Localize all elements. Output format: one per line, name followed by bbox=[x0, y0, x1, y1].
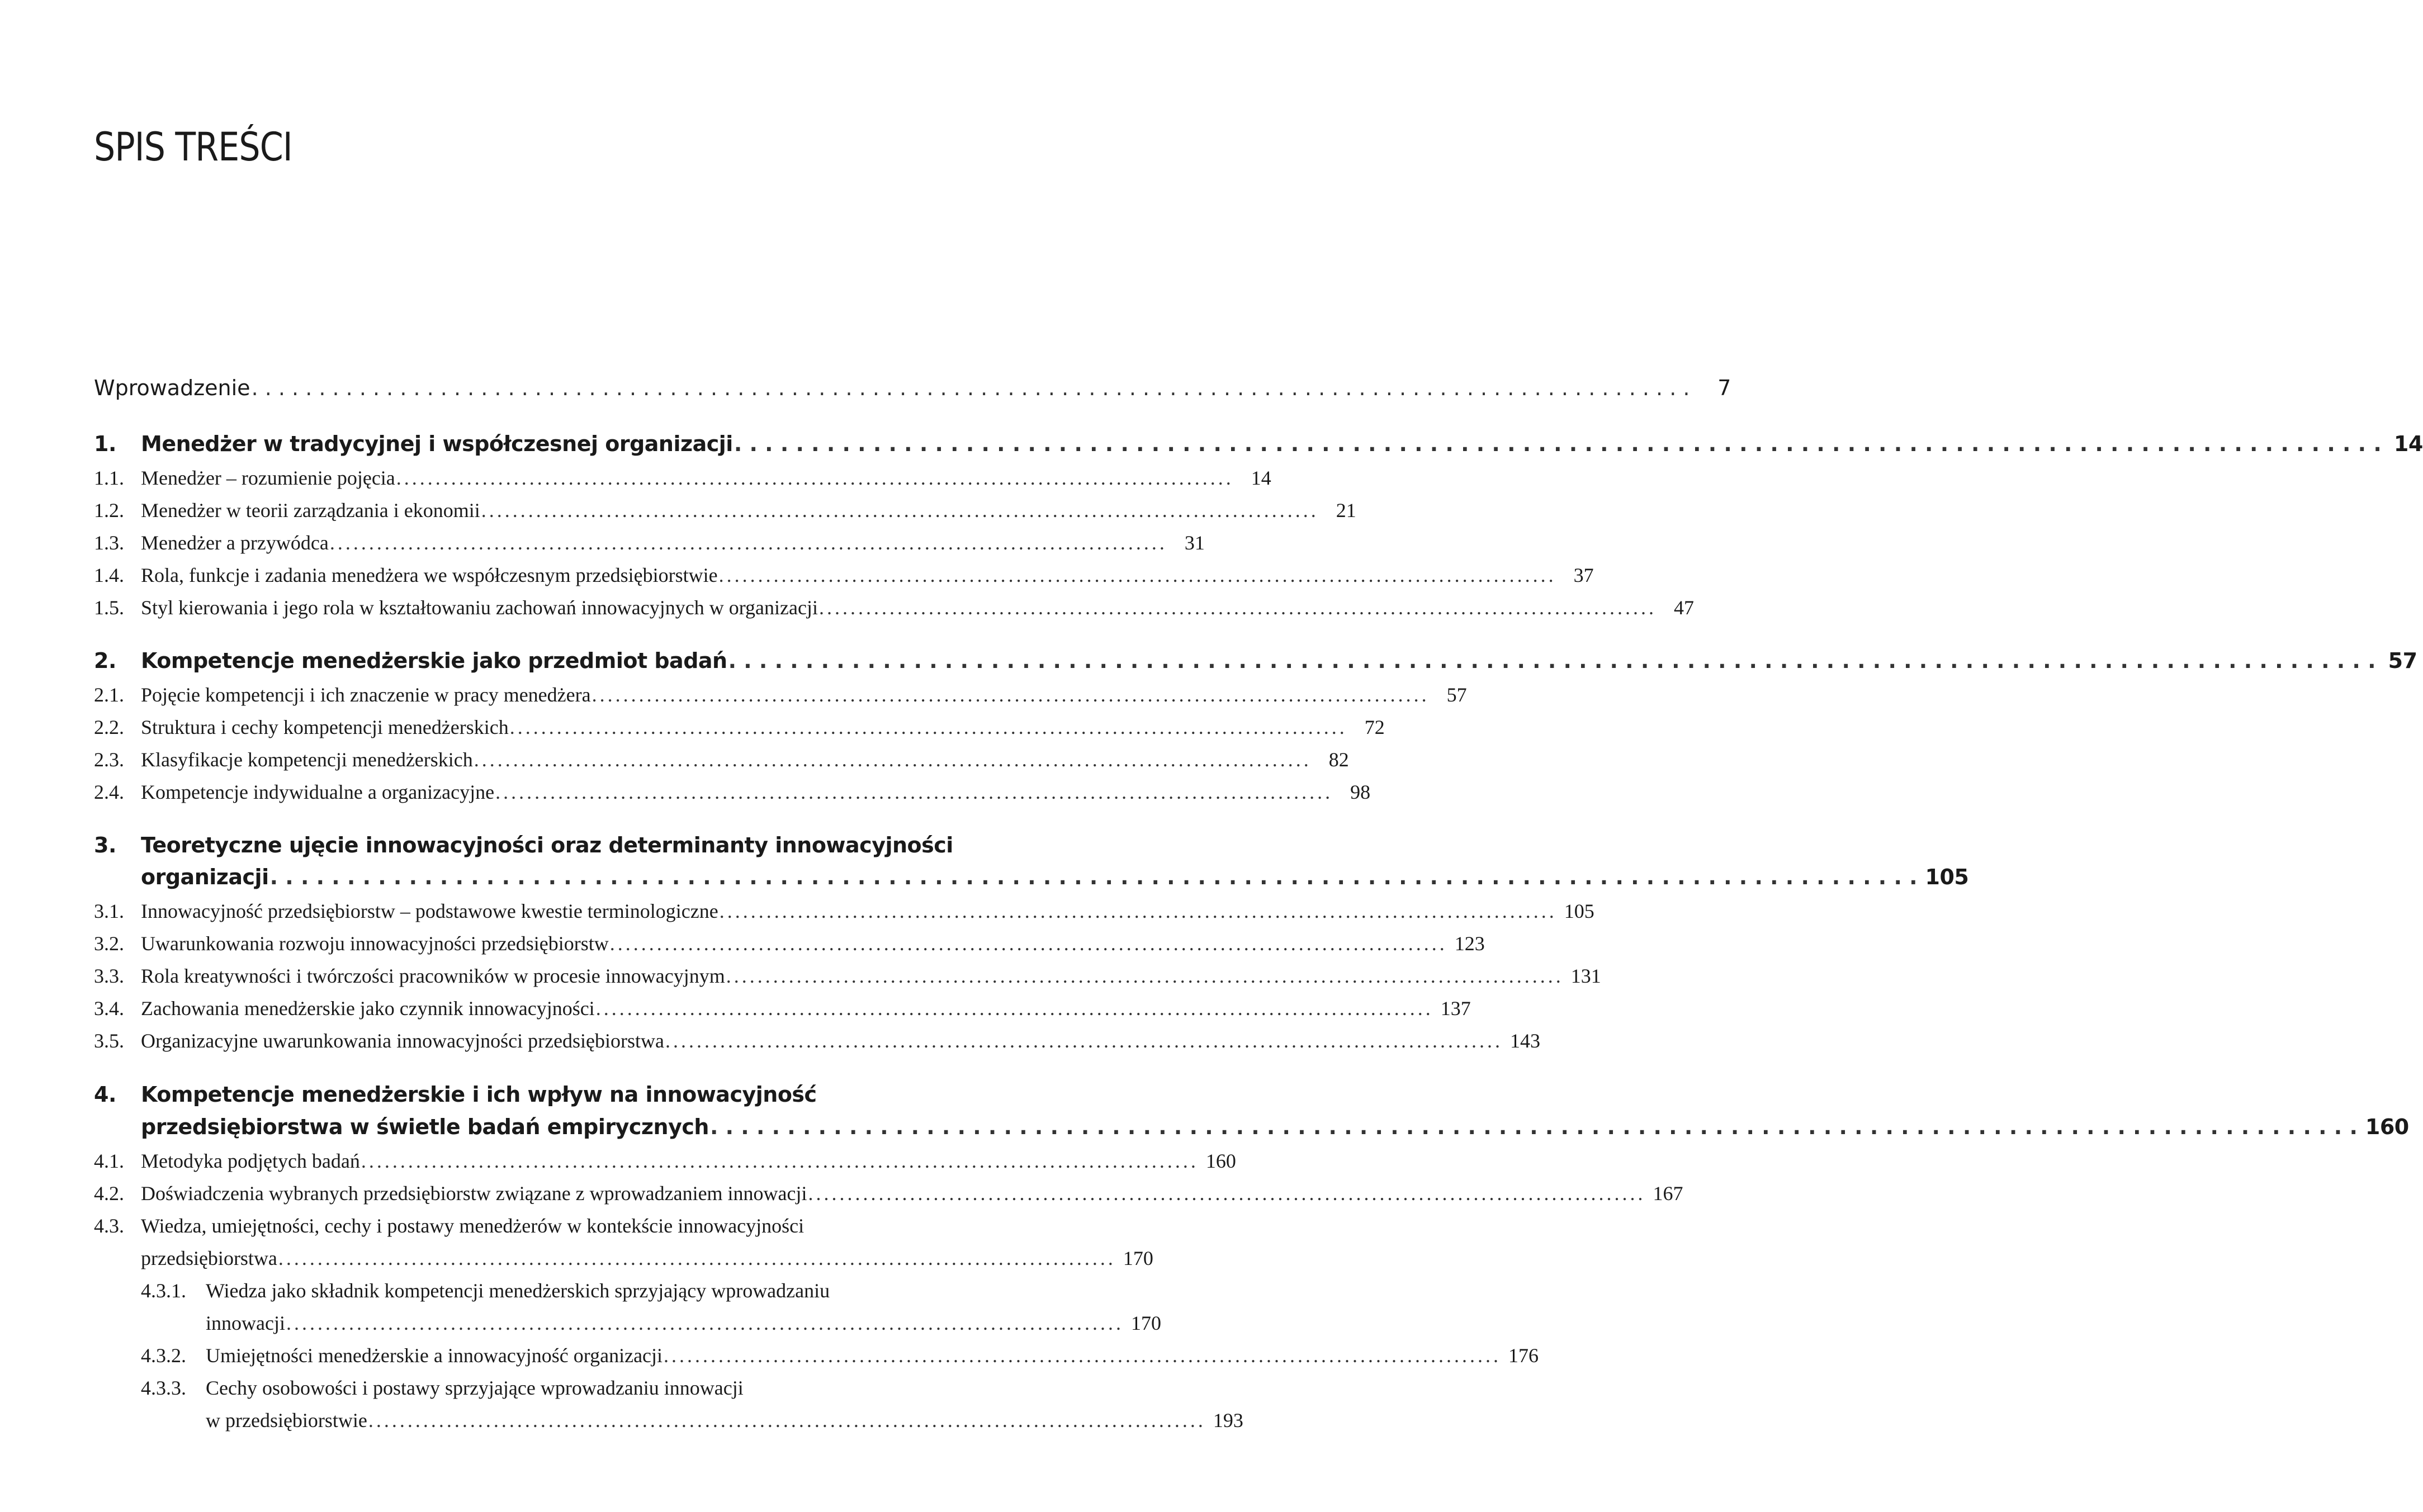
dot-leader bbox=[665, 1029, 1499, 1053]
toc-page-number: 98 bbox=[1350, 781, 1371, 803]
toc-section-4-1[interactable] bbox=[94, 1149, 1236, 1173]
toc-section-3-3[interactable] bbox=[94, 964, 1601, 988]
toc-entry-title: w przedsiębiorstwie bbox=[206, 1409, 367, 1432]
toc-entry-title: przedsiębiorstwa bbox=[141, 1247, 277, 1269]
toc-chapter-4[interactable] bbox=[141, 1115, 2409, 1139]
toc-section-1-2[interactable] bbox=[94, 499, 1356, 522]
toc-page-number: 21 bbox=[1336, 499, 1356, 522]
toc-entry-title: Wprowadzenie bbox=[94, 376, 250, 400]
dot-leader bbox=[664, 1344, 1497, 1367]
dot-leader bbox=[819, 596, 1653, 619]
toc-entry-title: Wiedza, umiejętności, cechy i postawy menedżerów w kontekście innowacyjności bbox=[141, 1215, 804, 1237]
dot-leader bbox=[361, 1149, 1195, 1173]
toc-entry-title: innowacji bbox=[206, 1312, 285, 1334]
toc-entry-title: Uwarunkowania rozwoju innowacyjności przedsiębiorstw bbox=[141, 932, 609, 955]
toc-section-1-1[interactable] bbox=[94, 466, 1271, 490]
toc-page-number: 31 bbox=[1184, 532, 1205, 554]
toc-section-1-4[interactable] bbox=[94, 563, 1594, 587]
toc-page-number: 193 bbox=[1213, 1409, 1243, 1432]
dot-leader bbox=[368, 1409, 1202, 1432]
toc-section-2-2[interactable] bbox=[94, 715, 1385, 739]
dot-leader bbox=[286, 1311, 1120, 1335]
dot-leader bbox=[596, 997, 1430, 1020]
toc-entry-title: Menedżer w teorii zarządzania i ekonomii bbox=[141, 499, 480, 522]
dot-leader bbox=[278, 1246, 1112, 1270]
toc-entry-title: Rola, funkcje i zadania menedżera we współczesnym przedsiębiorstwie bbox=[141, 564, 718, 586]
toc-entry-title: Organizacyjne uwarunkowania innowacyjności przedsiębiorstwa bbox=[141, 1030, 665, 1052]
toc-number: 3.5. bbox=[94, 1030, 124, 1052]
toc-number: 2.1. bbox=[94, 684, 124, 706]
toc-section-3-5[interactable] bbox=[94, 1029, 1541, 1053]
toc-section-4-3-3-line1[interactable] bbox=[141, 1376, 744, 1400]
toc-entry-title: przedsiębiorstwa w świetle badań empirycznych bbox=[141, 1115, 709, 1139]
toc-page-number: 14 bbox=[1251, 467, 1271, 489]
toc-page-number: 160 bbox=[2365, 1115, 2409, 1139]
toc-entry-title: Kompetencje menedżerskie i ich wpływ na innowacyjność bbox=[141, 1082, 817, 1107]
toc-page-number: 57 bbox=[2388, 648, 2417, 673]
toc-number: 4.3.1. bbox=[141, 1279, 186, 1302]
toc-section-2-1[interactable] bbox=[94, 683, 1467, 707]
toc-entry-title: Wiedza jako składnik kompetencji menedżerskich sprzyjający wprowadzaniu bbox=[206, 1279, 830, 1302]
toc-entry-title: Menedżer – rozumienie pojęcia bbox=[141, 467, 395, 489]
dot-leader bbox=[710, 1115, 2358, 1139]
toc-entry-title: Menedżer a przywódca bbox=[141, 532, 329, 554]
toc-page-number: 170 bbox=[1130, 1312, 1161, 1334]
toc-entry-title: Metodyka podjętych badań bbox=[141, 1150, 360, 1172]
toc-page-number: 82 bbox=[1328, 748, 1349, 771]
toc-entry-title: Doświadczenia wybranych przedsiębiorstw związane z wprowadzaniem innowacji bbox=[141, 1182, 807, 1205]
toc-page-number: 47 bbox=[1673, 596, 1694, 619]
dot-leader bbox=[495, 780, 1329, 804]
toc-page-number: 131 bbox=[1570, 965, 1601, 987]
toc-page-number: 167 bbox=[1653, 1182, 1683, 1205]
toc-page-number: 72 bbox=[1364, 716, 1385, 738]
dot-leader bbox=[474, 748, 1308, 771]
toc-number: 1.5. bbox=[94, 596, 124, 619]
toc-number: 3.1. bbox=[94, 900, 124, 922]
toc-chapter-3[interactable] bbox=[141, 865, 1969, 889]
toc-entry-title: Pojęcie kompetencji i ich znaczenie w pracy menedżera bbox=[141, 684, 591, 706]
toc-entry-title: Struktura i cechy kompetencji menedżerskich bbox=[141, 716, 509, 738]
toc-section-4-2[interactable] bbox=[94, 1182, 1683, 1205]
toc-entry-title: Rola kreatywności i twórczości pracowników w procesie innowacyjnym bbox=[141, 965, 725, 987]
toc-number: 2.3. bbox=[94, 748, 124, 771]
toc-entry-title: Umiejętności menedżerskie a innowacyjność organizacji bbox=[206, 1344, 663, 1367]
toc-section-4-3-3[interactable] bbox=[206, 1409, 1243, 1432]
toc-section-1-3[interactable] bbox=[94, 531, 1205, 554]
toc-chapter-2[interactable] bbox=[94, 648, 2417, 673]
toc-section-1-5[interactable] bbox=[94, 596, 1694, 619]
toc-page-number: 37 bbox=[1573, 564, 1594, 586]
toc-entry-title: Innowacyjność przedsiębiorstw – podstawowe kwestie terminologiczne bbox=[141, 900, 718, 922]
toc-entry-title: Menedżer w tradycyjnej i współczesnej organizacji bbox=[141, 432, 733, 456]
toc-page-number: 160 bbox=[1205, 1150, 1236, 1172]
toc-section-3-2[interactable] bbox=[94, 932, 1485, 955]
toc-number: 4.3.3. bbox=[141, 1377, 186, 1399]
toc-page-number: 176 bbox=[1508, 1344, 1539, 1367]
toc-entry-title: Kompetencje menedżerskie jako przedmiot badań bbox=[141, 648, 727, 673]
toc-section-4-3-2[interactable] bbox=[141, 1344, 1539, 1367]
dot-leader bbox=[610, 932, 1444, 955]
toc-section-3-4[interactable] bbox=[94, 997, 1471, 1020]
toc-number: 3. bbox=[94, 833, 116, 857]
toc-number: 3.2. bbox=[94, 932, 124, 955]
toc-page-number: 7 bbox=[1717, 376, 1731, 400]
toc-entry-intro[interactable] bbox=[94, 376, 1731, 400]
toc-chapter-3-line1[interactable] bbox=[94, 833, 953, 857]
toc-section-2-4[interactable] bbox=[94, 780, 1371, 804]
toc-entry-title: Klasyfikacje kompetencji menedżerskich bbox=[141, 748, 473, 771]
toc-page-number: 14 bbox=[2393, 432, 2423, 456]
toc-page-number: 123 bbox=[1454, 932, 1485, 955]
dot-leader bbox=[396, 466, 1230, 490]
toc-chapter-1[interactable] bbox=[94, 432, 2423, 456]
toc-page-number: 105 bbox=[1925, 865, 1969, 889]
toc-section-4-3-line1[interactable] bbox=[94, 1214, 804, 1238]
toc-entry-title: Cechy osobowości i postawy sprzyjające wprowadzaniu innowacji bbox=[206, 1377, 744, 1399]
dot-leader bbox=[719, 563, 1553, 587]
dot-leader bbox=[734, 432, 2382, 456]
toc-section-3-1[interactable] bbox=[94, 899, 1594, 923]
toc-entry-title: Kompetencje indywidualne a organizacyjne bbox=[141, 781, 495, 803]
toc-section-4-3[interactable] bbox=[141, 1246, 1153, 1270]
toc-number: 4.3. bbox=[94, 1215, 124, 1237]
toc-page-number: 57 bbox=[1446, 684, 1467, 706]
toc-chapter-4-line1[interactable] bbox=[94, 1082, 817, 1107]
toc-entry-title: Teoretyczne ujęcie innowacyjności oraz determinanty innowacyjności bbox=[141, 833, 953, 857]
toc-number: 4.1. bbox=[94, 1150, 124, 1172]
toc-number: 1.2. bbox=[94, 499, 124, 522]
dot-leader bbox=[720, 899, 1553, 923]
toc-entry-title: Zachowania menedżerskie jako czynnik innowacyjności bbox=[141, 997, 595, 1020]
dot-leader bbox=[330, 531, 1163, 554]
toc-number: 2. bbox=[94, 648, 116, 673]
toc-number: 1.1. bbox=[94, 467, 124, 489]
dot-leader bbox=[592, 683, 1426, 707]
dot-leader bbox=[252, 376, 1690, 400]
toc-section-2-3[interactable] bbox=[94, 748, 1349, 771]
toc-page-number: 105 bbox=[1564, 900, 1594, 922]
page-title: SPIS TREŚCI bbox=[94, 124, 292, 170]
dot-leader bbox=[270, 865, 1918, 889]
toc-entry-title: organizacji bbox=[141, 865, 269, 889]
toc-section-4-3-1-line1[interactable] bbox=[141, 1279, 830, 1302]
toc-page-number: 170 bbox=[1123, 1247, 1153, 1269]
toc-entry-title: Styl kierowania i jego rola w kształtowaniu zachowań innowacyjnych w organizacji bbox=[141, 596, 818, 619]
toc-number: 1.4. bbox=[94, 564, 124, 586]
toc-section-4-3-1[interactable] bbox=[206, 1311, 1161, 1335]
toc-page-number: 143 bbox=[1510, 1030, 1541, 1052]
toc-number: 4.2. bbox=[94, 1182, 124, 1205]
dot-leader bbox=[808, 1182, 1642, 1205]
toc-number: 4. bbox=[94, 1082, 116, 1107]
toc-number: 1.3. bbox=[94, 532, 124, 554]
dot-leader bbox=[728, 648, 2376, 673]
toc-page-number: 137 bbox=[1440, 997, 1471, 1020]
dot-leader bbox=[510, 715, 1343, 739]
toc-number: 3.4. bbox=[94, 997, 124, 1020]
toc-number: 2.2. bbox=[94, 716, 124, 738]
toc-number: 3.3. bbox=[94, 965, 124, 987]
toc-number: 1. bbox=[94, 432, 116, 456]
dot-leader bbox=[726, 964, 1560, 988]
toc-number: 2.4. bbox=[94, 781, 124, 803]
dot-leader bbox=[481, 499, 1315, 522]
toc-number: 4.3.2. bbox=[141, 1344, 186, 1367]
